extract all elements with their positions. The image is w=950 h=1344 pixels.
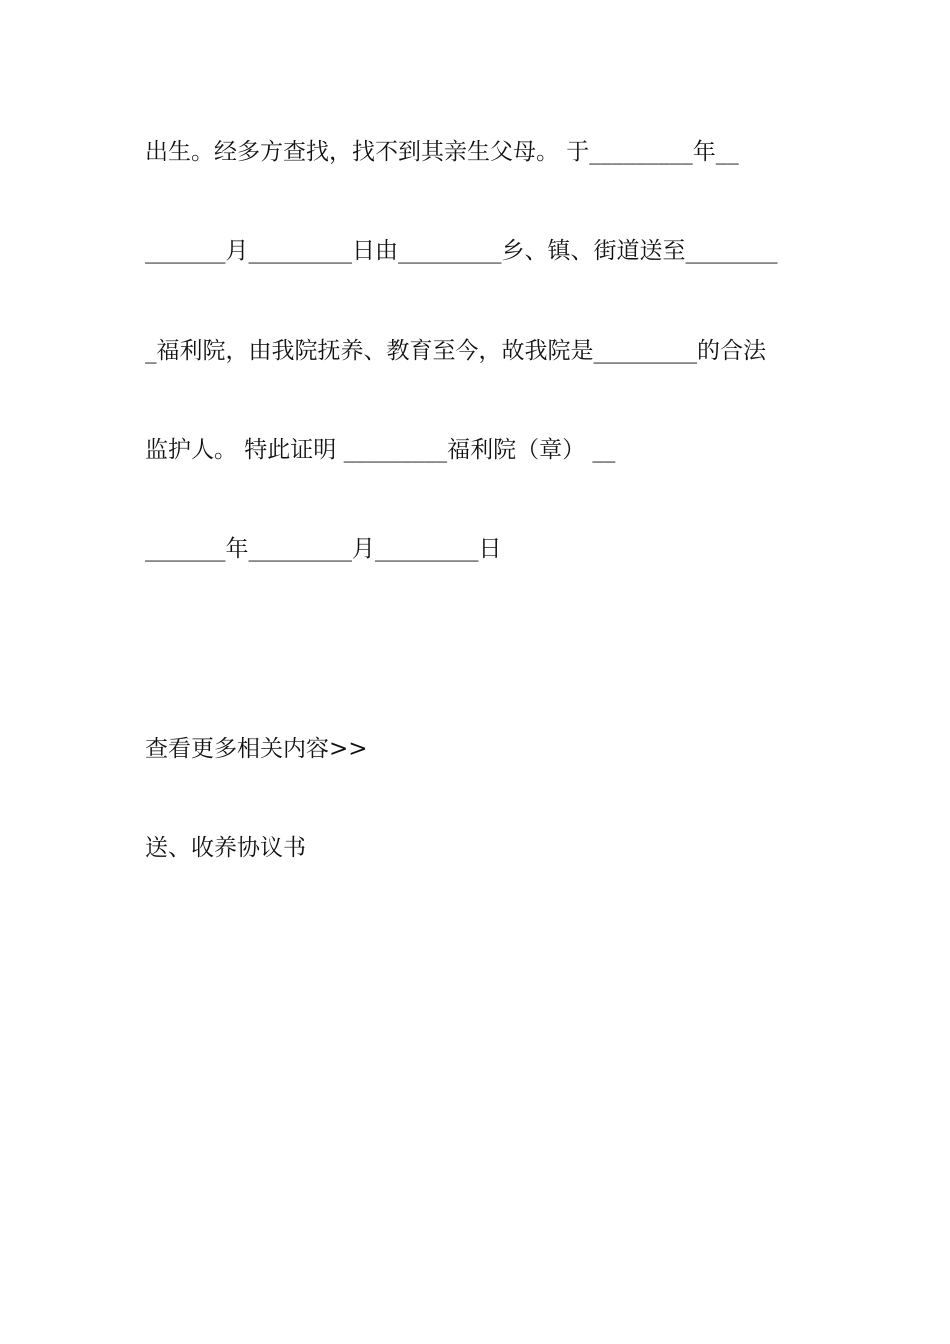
document-line: 监护人。 特此证明 _________福利院（章） __ — [145, 437, 616, 463]
document-line: _______月_________日由_________乡、镇、街道送至________ — [145, 238, 778, 264]
document-line: _______年_________月_________日 — [145, 536, 502, 562]
related-article-link[interactable]: 送、收养协议书 — [145, 835, 306, 861]
view-more-link[interactable]: 查看更多相关内容>> — [145, 736, 368, 762]
document-line: _福利院，由我院抚养、教育至今，故我院是_________的合法 — [145, 338, 766, 364]
document-line: 出生。经多方查找，找不到其亲生父母。 于_________年__ — [145, 139, 739, 165]
